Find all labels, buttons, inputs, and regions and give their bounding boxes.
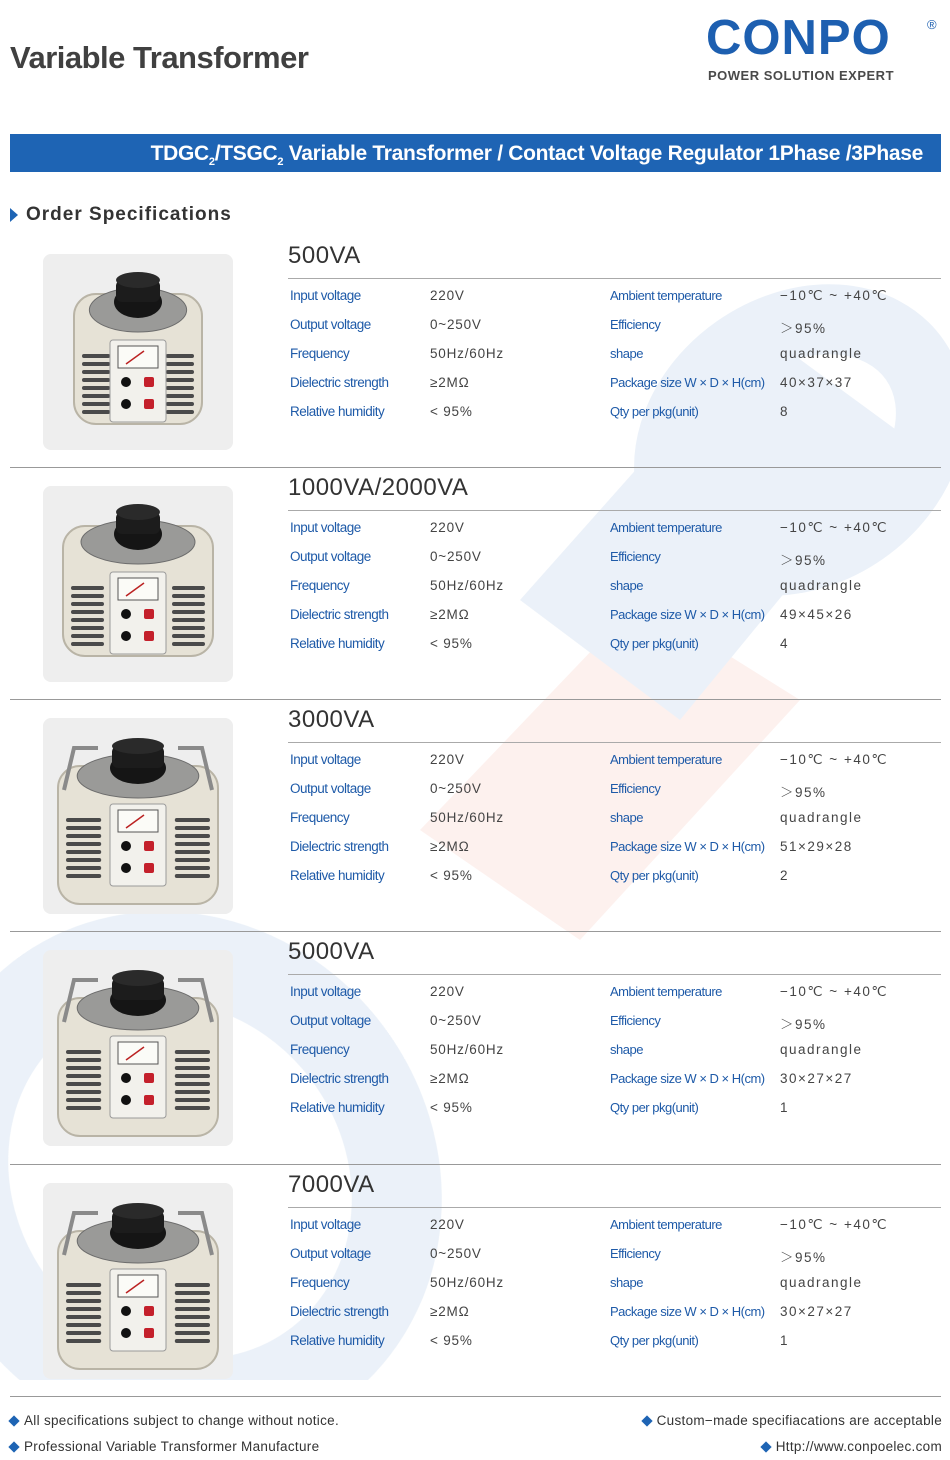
spec-row — [290, 578, 940, 600]
triangle-bullet-icon — [10, 208, 18, 222]
page-footer — [0, 1395, 950, 1460]
spec-row — [290, 1013, 940, 1035]
spec-value: ≥2MΩ — [430, 1304, 470, 1319]
spec-label: Qty per pkg(unit) — [610, 404, 699, 419]
spec-value: 1 — [780, 1333, 790, 1348]
spec-value: −10℃ ~ +40℃ — [780, 520, 889, 535]
spec-label: Relative humidity — [290, 868, 385, 883]
spec-row — [290, 520, 940, 542]
registered-mark: ® — [927, 17, 937, 32]
product-photo — [43, 486, 233, 682]
footer-website-link[interactable] — [762, 1439, 942, 1454]
spec-row — [290, 636, 940, 658]
spec-value: < 95% — [430, 868, 473, 883]
spec-value: −10℃ ~ +40℃ — [780, 1217, 889, 1232]
spec-label: Frequency — [290, 578, 350, 593]
spec-value: −10℃ ~ +40℃ — [780, 752, 889, 767]
model-underline — [288, 974, 941, 975]
product-block — [10, 236, 942, 461]
spec-row — [290, 781, 940, 803]
spec-label: Efficiency — [610, 317, 661, 332]
footer-text: Professional Variable Transformer Manufacture — [24, 1439, 320, 1454]
spec-row — [290, 1217, 940, 1239]
spec-label: Input voltage — [290, 288, 361, 303]
spec-label: Ambient temperature — [610, 520, 722, 535]
section-title: Order Specifications — [26, 204, 232, 225]
spec-label: Dielectric strength — [290, 839, 389, 854]
spec-value: 4 — [780, 636, 790, 651]
spec-row — [290, 404, 940, 426]
logo-tagline: POWER SOLUTION EXPERT — [708, 68, 895, 83]
spec-label: Input voltage — [290, 1217, 361, 1232]
model-title: 5000VA — [288, 938, 375, 965]
spec-value: 50Hz/60Hz — [430, 1275, 504, 1290]
spec-label: Input voltage — [290, 984, 361, 999]
title-banner — [10, 134, 941, 172]
section-heading — [10, 204, 232, 226]
banner-part1: TDGC — [150, 142, 209, 165]
spec-value: 50Hz/60Hz — [430, 346, 504, 361]
spec-label: Ambient temperature — [610, 1217, 722, 1232]
product-photo — [43, 254, 233, 450]
variable-transformer-image — [43, 718, 233, 914]
spec-label: Output voltage — [290, 1013, 371, 1028]
spec-value: 1 — [780, 1100, 790, 1115]
spec-value: 49×45×26 — [780, 607, 853, 622]
banner-sub2: 2 — [277, 156, 284, 169]
footer-text: All specifications subject to change without notice. — [24, 1413, 340, 1428]
spec-value: −10℃ ~ +40℃ — [780, 984, 889, 999]
model-title: 3000VA — [288, 706, 375, 733]
spec-label: Package size W × D × H(cm) — [610, 839, 765, 854]
spec-label: Frequency — [290, 1042, 350, 1057]
page-title: Variable Transformer — [10, 40, 309, 75]
spec-value: 30×27×27 — [780, 1071, 853, 1086]
spec-row — [290, 868, 940, 890]
spec-label: shape — [610, 810, 643, 825]
spec-label: shape — [610, 1275, 643, 1290]
spec-value: quadrangle — [780, 346, 863, 361]
spec-value: ＞95% — [780, 1017, 827, 1032]
diamond-bullet-icon — [8, 1415, 19, 1426]
model-underline — [288, 742, 941, 743]
spec-label: Qty per pkg(unit) — [610, 1100, 699, 1115]
spec-label: Dielectric strength — [290, 1304, 389, 1319]
spec-label: Frequency — [290, 346, 350, 361]
spec-label: Relative humidity — [290, 404, 385, 419]
banner-part3: Variable Transformer / Contact Voltage Regulator 1Phase /3Phase — [283, 142, 923, 165]
spec-value: ＞95% — [780, 785, 827, 800]
spec-value: 30×27×27 — [780, 1304, 853, 1319]
spec-row — [290, 1304, 940, 1326]
model-title: 1000VA/2000VA — [288, 474, 469, 501]
spec-label: Dielectric strength — [290, 375, 389, 390]
spec-value: 220V — [430, 984, 465, 999]
banner-part2: /TSGC — [214, 142, 278, 165]
spec-value: 8 — [780, 404, 790, 419]
spec-value: quadrangle — [780, 578, 863, 593]
spec-value: 220V — [430, 520, 465, 535]
spec-row — [290, 810, 940, 832]
product-block — [10, 468, 942, 693]
spec-row — [290, 1333, 940, 1355]
spec-value: 0~250V — [430, 549, 482, 564]
spec-value: 51×29×28 — [780, 839, 853, 854]
spec-value: < 95% — [430, 404, 473, 419]
spec-value: 220V — [430, 752, 465, 767]
spec-row — [290, 317, 940, 339]
spec-row — [290, 752, 940, 774]
product-photo — [43, 1183, 233, 1379]
spec-row — [290, 607, 940, 629]
spec-label: Efficiency — [610, 781, 661, 796]
spec-label: Package size W × D × H(cm) — [610, 375, 765, 390]
spec-value: 50Hz/60Hz — [430, 578, 504, 593]
spec-value: quadrangle — [780, 810, 863, 825]
spec-label: Qty per pkg(unit) — [610, 868, 699, 883]
spec-value: ＞95% — [780, 321, 827, 336]
spec-value: ≥2MΩ — [430, 607, 470, 622]
model-underline — [288, 510, 941, 511]
spec-row — [290, 549, 940, 571]
spec-label: shape — [610, 578, 643, 593]
conpo-logo — [706, 11, 946, 90]
spec-label: Frequency — [290, 810, 350, 825]
logo-wordmark: CONPO — [706, 11, 891, 65]
spec-label: Input voltage — [290, 520, 361, 535]
spec-value: < 95% — [430, 1100, 473, 1115]
website-url[interactable]: Http://www.conpoelec.com — [775, 1439, 942, 1454]
product-block — [10, 700, 942, 925]
spec-label: Relative humidity — [290, 1100, 385, 1115]
spec-label: shape — [610, 1042, 643, 1057]
spec-label: Package size W × D × H(cm) — [610, 607, 765, 622]
variable-transformer-image — [43, 486, 233, 682]
product-block — [10, 1165, 942, 1390]
spec-value: ≥2MΩ — [430, 1071, 470, 1086]
diamond-bullet-icon — [641, 1415, 652, 1426]
spec-value: ＞95% — [780, 1250, 827, 1265]
footer-text: Custom−made specifiacations are acceptable — [656, 1413, 942, 1428]
spec-label: Efficiency — [610, 1013, 661, 1028]
spec-value: 0~250V — [430, 1246, 482, 1261]
spec-row — [290, 1275, 940, 1297]
spec-label: Qty per pkg(unit) — [610, 636, 699, 651]
spec-value: 40×37×37 — [780, 375, 853, 390]
spec-label: Efficiency — [610, 1246, 661, 1261]
spec-label: Ambient temperature — [610, 984, 722, 999]
variable-transformer-image — [43, 1183, 233, 1379]
footer-note-left-2 — [10, 1439, 319, 1454]
spec-label: Output voltage — [290, 781, 371, 796]
spec-row — [290, 288, 940, 310]
banner-title — [151, 142, 923, 168]
spec-label: Output voltage — [290, 1246, 371, 1261]
spec-label: Output voltage — [290, 549, 371, 564]
variable-transformer-image — [43, 254, 233, 450]
spec-value: ≥2MΩ — [430, 375, 470, 390]
spec-label: Relative humidity — [290, 636, 385, 651]
model-underline — [288, 278, 941, 279]
spec-row — [290, 1042, 940, 1064]
banner-sub1: 2 — [208, 156, 215, 169]
spec-row — [290, 839, 940, 861]
spec-label: Dielectric strength — [290, 1071, 389, 1086]
spec-value: 0~250V — [430, 781, 482, 796]
spec-value: ≥2MΩ — [430, 839, 470, 854]
spec-label: Package size W × D × H(cm) — [610, 1304, 765, 1319]
spec-label: Input voltage — [290, 752, 361, 767]
spec-row — [290, 346, 940, 368]
spec-value: 0~250V — [430, 1013, 482, 1028]
model-title: 7000VA — [288, 1171, 375, 1198]
spec-value: 50Hz/60Hz — [430, 1042, 504, 1057]
product-photo — [43, 718, 233, 914]
model-title: 500VA — [288, 242, 361, 269]
spec-label: Ambient temperature — [610, 752, 722, 767]
spec-value: < 95% — [430, 1333, 473, 1348]
spec-value: ＞95% — [780, 553, 827, 568]
spec-value: quadrangle — [780, 1042, 863, 1057]
spec-row — [290, 1071, 940, 1093]
footer-note-left-1 — [10, 1413, 339, 1428]
spec-value: 0~250V — [430, 317, 482, 332]
spec-label: Output voltage — [290, 317, 371, 332]
page-header — [0, 0, 950, 130]
spec-label: Efficiency — [610, 549, 661, 564]
variable-transformer-image — [43, 950, 233, 1146]
spec-value: < 95% — [430, 636, 473, 651]
spec-label: Relative humidity — [290, 1333, 385, 1348]
spec-label: Frequency — [290, 1275, 350, 1290]
footer-note-right-1 — [643, 1413, 942, 1428]
spec-row — [290, 1246, 940, 1268]
diamond-bullet-icon — [8, 1441, 19, 1452]
diamond-bullet-icon — [760, 1441, 771, 1452]
spec-value: 220V — [430, 288, 465, 303]
spec-value: 220V — [430, 1217, 465, 1232]
spec-value: 50Hz/60Hz — [430, 810, 504, 825]
spec-value: −10℃ ~ +40℃ — [780, 288, 889, 303]
product-block — [10, 932, 942, 1157]
product-photo — [43, 950, 233, 1146]
spec-label: Ambient temperature — [610, 288, 722, 303]
spec-value: 2 — [780, 868, 790, 883]
spec-row — [290, 375, 940, 397]
spec-label: shape — [610, 346, 643, 361]
spec-row — [290, 984, 940, 1006]
spec-value: quadrangle — [780, 1275, 863, 1290]
spec-row — [290, 1100, 940, 1122]
spec-label: Dielectric strength — [290, 607, 389, 622]
model-underline — [288, 1207, 941, 1208]
spec-label: Package size W × D × H(cm) — [610, 1071, 765, 1086]
spec-label: Qty per pkg(unit) — [610, 1333, 699, 1348]
